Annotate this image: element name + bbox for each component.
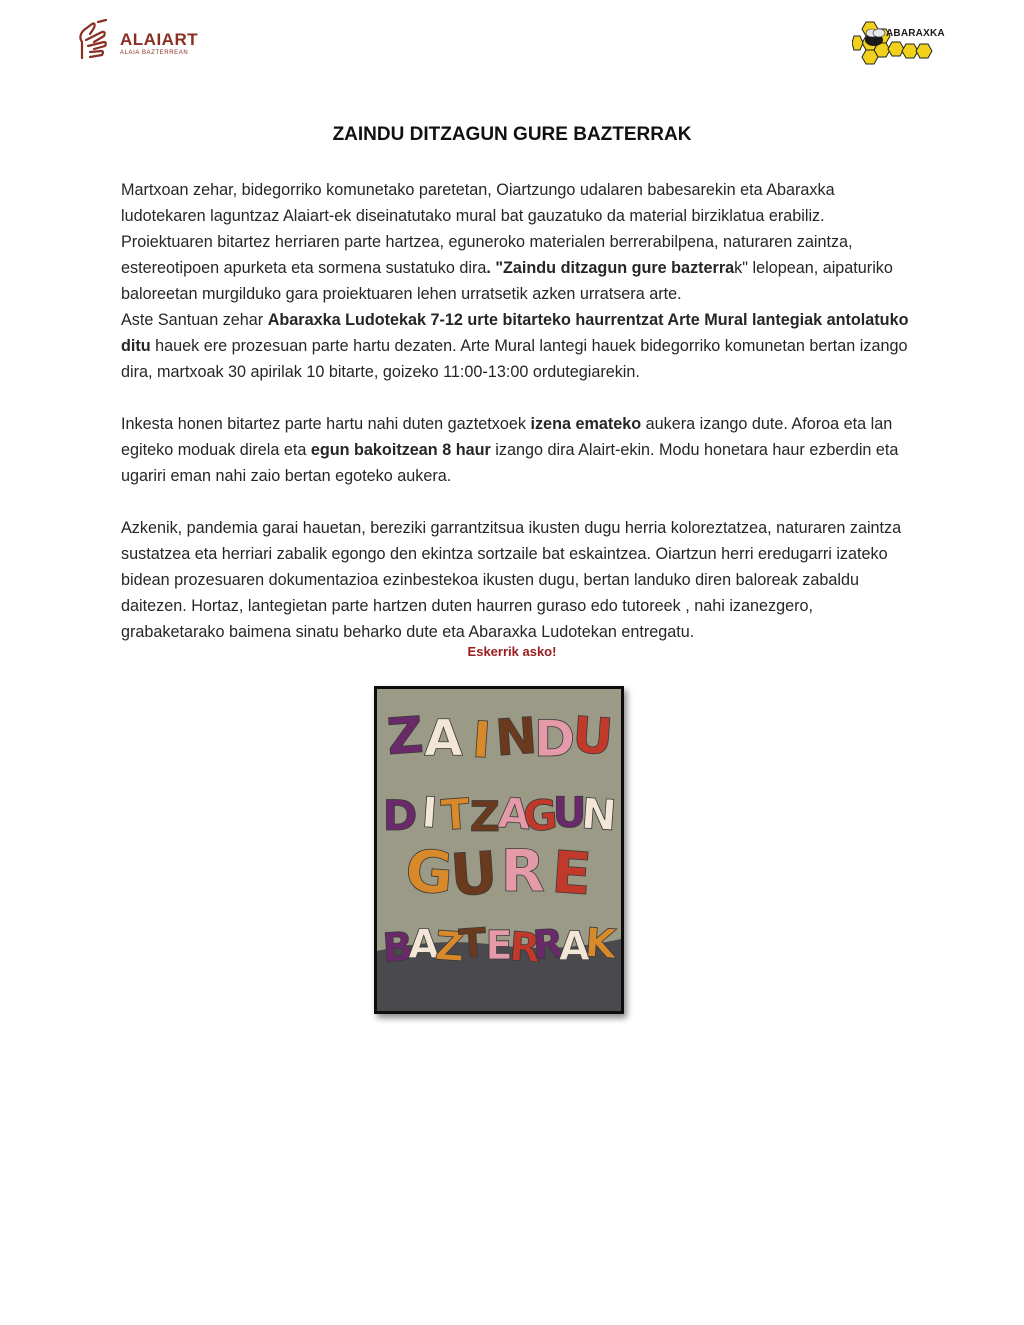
poster-letter: A	[558, 924, 590, 970]
paragraph-2-text-1: Aste Santuan zehar	[121, 311, 268, 329]
poster-letter: R	[507, 924, 542, 973]
poster-letter: D	[382, 791, 418, 840]
poster-letter: A	[424, 709, 463, 767]
poster-letter: N	[493, 706, 540, 768]
paragraph-gap	[121, 489, 911, 515]
paragraph-3-bold-1: izena emateko	[530, 415, 642, 433]
poster-letter: T	[457, 920, 489, 968]
poster-letter: D	[533, 710, 576, 768]
document-body	[121, 177, 911, 645]
hand-icon	[72, 18, 116, 62]
poster-letter: B	[381, 924, 415, 973]
poster-letter: Z	[385, 705, 426, 767]
paragraph-3-text-2: aukera izango dute. Aforoa eta lan egiteko moduak direla eta	[121, 415, 893, 459]
paragraph-3-bold-2: egun bakoitzean 8 haur	[310, 441, 491, 459]
poster-letter: I	[470, 710, 493, 770]
poster-artwork	[377, 689, 621, 1011]
paragraph-3	[121, 411, 911, 489]
bee-icon	[852, 18, 944, 66]
paragraph-1-bold-1: . "Zaindu ditzagun gure bazterra	[486, 259, 735, 277]
poster-letter: U	[570, 705, 616, 767]
poster-letter: K	[583, 920, 618, 969]
poster-letter: Z	[433, 923, 466, 971]
poster-letter: E	[485, 923, 513, 969]
poster-letter: R	[500, 837, 546, 905]
alaiart-logo-tagline: ALAIA BAZTERREAN	[120, 50, 189, 56]
poster-letter: U	[448, 838, 500, 910]
paragraph-2-bold-1: Abaraxka Ludotekak 7-12 urte bitarteko haurrentzat Arte Mural lantegiak antolatuko ditu	[121, 311, 909, 355]
paragraph-1-text-1: Martxoan zehar, bidegorriko komunetako paretetan, Oiartzungo udalaren babesarekin eta Abaraxka ludotekaren laguntzaz Alaiart-ek diseinatutako mural bat gauzatuko da material birziklatua erabiliz. Proiektuaren bitartez herriaren parte hartzea, eguneroko materialen berrerabilpena, naturaren zaintza, estereotipoen apurketa eta sormena sustatuko dira	[121, 181, 853, 277]
paragraph-gap	[121, 385, 911, 411]
paragraph-1	[121, 177, 911, 307]
abaraxka-logo-name: ABARAXKA	[886, 28, 945, 39]
paragraph-4	[121, 515, 911, 645]
document-title: ZAINDU DITZAGUN GURE BAZTERRAK	[332, 124, 692, 145]
poster-letter: G	[521, 789, 560, 842]
poster-image	[374, 686, 624, 1014]
alaiart-logo	[72, 18, 202, 64]
paragraph-1-text-2: k" lelopean, aipaturiko baloreetan murgilduko gara proiektuaren lehen urratsetik azken urratsera arte.	[121, 259, 893, 303]
poster-letter: Z	[469, 792, 501, 841]
paragraph-2	[121, 307, 911, 385]
poster-letter: G	[403, 836, 456, 908]
poster-letter: A	[408, 922, 440, 968]
paragraph-4-text-1: Azkenik, pandemia garai hauetan, bereziki garrantzitsua ikusten dugu herria koloreztatzea, naturaren zaintza sustatzea eta herriari zabalik egongo den ekintza sortzaile bat eskaintzea. Oiartzun herri eredugarri izateko bidean prozesuaren dokumentazioa ezinbestekoa ikusten dugu, bertan landuko diren baloreak zabaldu daitezen. Hortaz, lantegietan parte hartzen duten haurren guraso edo tutoreek , nahi izanezgero, grabaketarako baimena sinatu beharko dute eta Abaraxka Ludotekan entregatu.	[121, 519, 902, 641]
abaraxka-logo	[852, 18, 944, 66]
poster-letter: N	[579, 788, 619, 841]
poster-letter: I	[420, 787, 440, 838]
poster-letter: E	[549, 837, 594, 909]
paragraph-3-text-3: izango dira Alairt-ekin. Modu honetara haur ezberdin eta ugariri eman nahi zaio bertan egoteko aukera.	[121, 441, 899, 485]
paragraph-3-text-1: Inkesta honen bitartez parte hartu nahi duten gaztetxoek	[121, 415, 531, 433]
poster-letter: A	[496, 787, 533, 840]
poster-letter: T	[439, 789, 472, 840]
poster-letter: R	[531, 921, 566, 970]
paragraph-2-text-2: hauek ere prozesuan parte hartu dezaten. Arte Mural lantegi hauek bidegorriko komunetan bertan izango dira, martxoak 30 apirilak 10 bitarte, goizeko 11:00-13:00 ordutegiarekin.	[121, 337, 908, 381]
poster-letter: U	[552, 788, 587, 837]
alaiart-logo-name: ALAIART	[120, 30, 199, 49]
thanks-note: Eskerrik asko!	[467, 644, 557, 659]
